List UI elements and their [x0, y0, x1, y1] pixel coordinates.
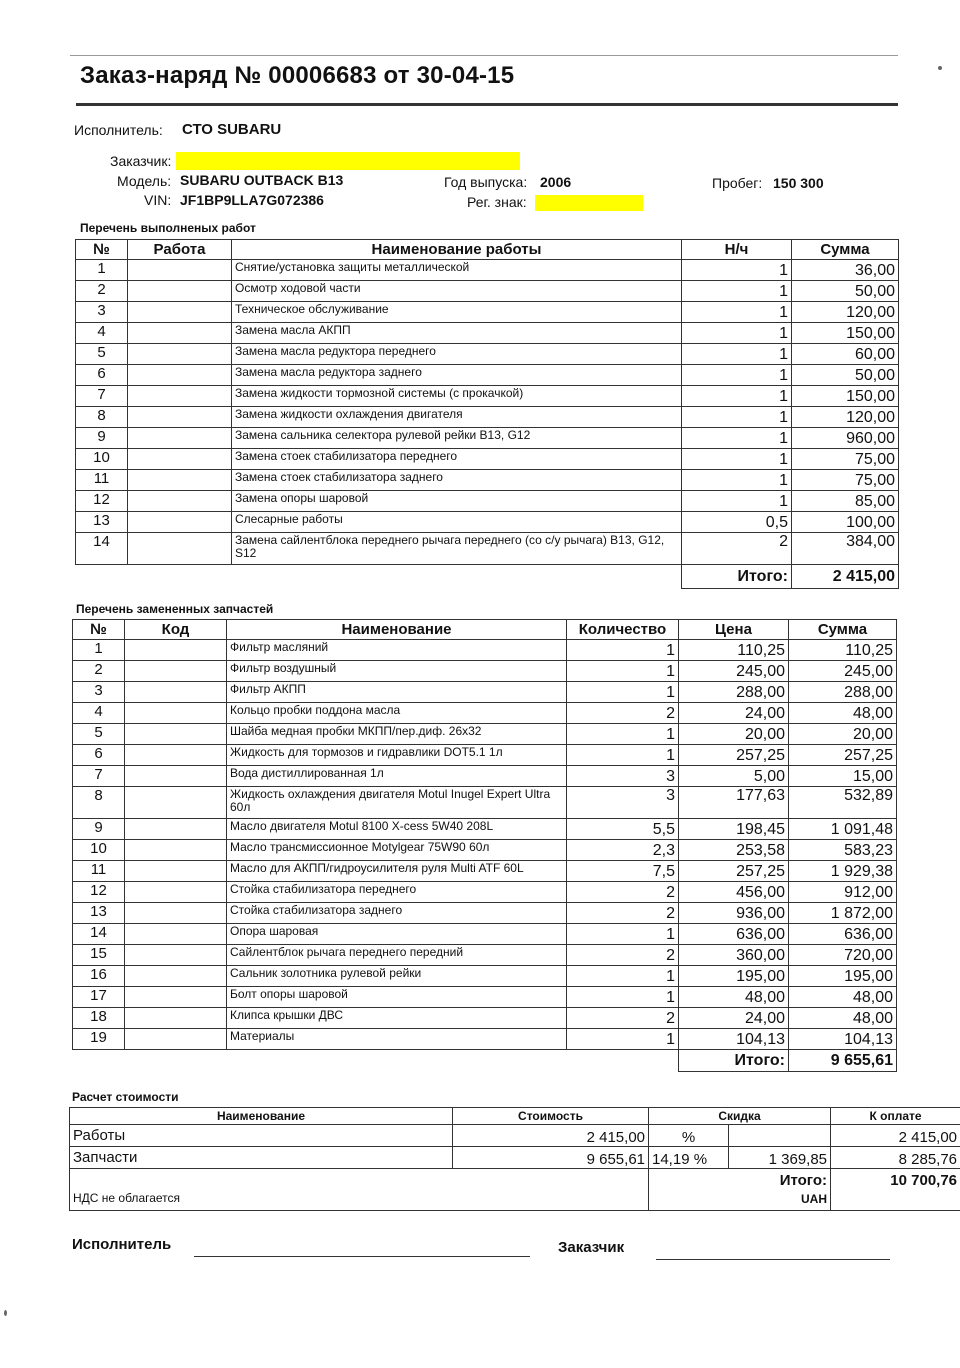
parts-row-name: Сальник золотника рулевой рейки [227, 966, 567, 987]
parts-row-name: Стойка стабилизатора переднего [227, 882, 567, 903]
parts-row-n: 3 [73, 682, 125, 703]
works-row-hours: 1 [682, 407, 792, 428]
parts-row-n: 6 [73, 745, 125, 766]
parts-row-price: 253,58 [679, 840, 789, 861]
parts-row-code [125, 924, 227, 945]
works-row-code [128, 449, 232, 470]
parts-row-qty: 2,3 [567, 840, 679, 861]
works-col-sum: Сумма [792, 240, 899, 260]
parts-row-code [125, 640, 227, 661]
works-total-row [76, 565, 899, 589]
parts-row-code [125, 819, 227, 840]
top-rule [70, 55, 898, 56]
vin-label: VIN: [144, 192, 172, 208]
cost-col-discount: Скидка [649, 1108, 831, 1125]
works-row-code [128, 512, 232, 533]
works-row [76, 428, 899, 449]
parts-row-price: 110,25 [679, 640, 789, 661]
works-row-sum: 150,00 [792, 386, 899, 407]
parts-row-code [125, 903, 227, 924]
parts-row-sum: 1 872,00 [789, 903, 897, 924]
parts-row-qty: 2 [567, 1008, 679, 1029]
parts-row-code [125, 882, 227, 903]
cost-row-cost: 9 655,61 [453, 1147, 649, 1169]
works-row-name: Техническое обслуживание [232, 302, 682, 323]
works-row-code [128, 470, 232, 491]
cost-total-label-cell [649, 1169, 831, 1211]
works-row-sum: 120,00 [792, 407, 899, 428]
parts-row-n: 4 [73, 703, 125, 724]
works-row [76, 407, 899, 428]
parts-row-price: 48,00 [679, 987, 789, 1008]
parts-row-name: Фильтр воздушный [227, 661, 567, 682]
cost-col-pay: К оплате [831, 1108, 960, 1125]
parts-row-sum: 532,89 [789, 787, 897, 819]
works-row-name: Замена жидкости охлаждения двигателя [232, 407, 682, 428]
parts-row-sum: 912,00 [789, 882, 897, 903]
parts-row-n: 12 [73, 882, 125, 903]
cost-row-name: Запчасти [70, 1147, 453, 1169]
works-row [76, 302, 899, 323]
model-label: Модель: [117, 173, 172, 189]
scan-speck [938, 66, 942, 70]
parts-row-code [125, 945, 227, 966]
cost-row-name: Работы [70, 1125, 453, 1147]
parts-row [73, 640, 897, 661]
works-row-hours: 1 [682, 323, 792, 344]
works-row-n: 10 [76, 449, 128, 470]
works-row-sum: 36,00 [792, 260, 899, 281]
parts-row-sum: 245,00 [789, 661, 897, 682]
works-row-code [128, 386, 232, 407]
works-row-sum: 384,00 [792, 533, 899, 565]
works-row-n: 13 [76, 512, 128, 533]
works-row-code [128, 260, 232, 281]
customer-label: Заказчик: [110, 153, 172, 169]
cost-total-row [70, 1169, 960, 1211]
parts-row-name: Кольцо пробки поддона масла [227, 703, 567, 724]
works-row-hours: 1 [682, 386, 792, 407]
mileage-value: 150 300 [773, 175, 824, 191]
works-row-hours: 1 [682, 302, 792, 323]
parts-row-name: Сайлентблок рычага переднего передний [227, 945, 567, 966]
works-row-sum: 75,00 [792, 449, 899, 470]
parts-row-name: Болт опоры шаровой [227, 987, 567, 1008]
works-row-name: Снятие/установка защиты металлической [232, 260, 682, 281]
parts-row-name: Жидкость для тормозов и гидравлики DOT5.1 1л [227, 745, 567, 766]
parts-row-qty: 2 [567, 945, 679, 966]
model-value: SUBARU OUTBACK B13 [180, 172, 344, 188]
works-row-sum: 50,00 [792, 365, 899, 386]
parts-row-code [125, 1029, 227, 1050]
parts-row-n: 10 [73, 840, 125, 861]
parts-row-price: 360,00 [679, 945, 789, 966]
parts-row-qty: 2 [567, 882, 679, 903]
works-row [76, 323, 899, 344]
works-table [75, 239, 899, 589]
parts-row-qty: 2 [567, 903, 679, 924]
works-section-title: Перечень выполненых работ [80, 221, 256, 235]
parts-col-name: Наименование [227, 620, 567, 640]
parts-row-sum: 195,00 [789, 966, 897, 987]
works-row-name: Замена масла редуктора переднего [232, 344, 682, 365]
works-row-sum: 50,00 [792, 281, 899, 302]
parts-row-sum: 48,00 [789, 987, 897, 1008]
parts-row-price: 936,00 [679, 903, 789, 924]
document-title: Заказ-наряд № 00006683 от 30-04-15 [80, 62, 515, 89]
works-row-code [128, 407, 232, 428]
parts-row-qty: 1 [567, 1029, 679, 1050]
parts-row-code [125, 703, 227, 724]
cost-section-title: Расчет стоимости [72, 1090, 179, 1104]
works-row [76, 260, 899, 281]
parts-row-price: 636,00 [679, 924, 789, 945]
parts-row-n: 1 [73, 640, 125, 661]
works-col-n: № [76, 240, 128, 260]
works-row [76, 365, 899, 386]
parts-row-code [125, 987, 227, 1008]
parts-row-n: 13 [73, 903, 125, 924]
signature-customer-line [656, 1259, 890, 1260]
parts-row-sum: 720,00 [789, 945, 897, 966]
works-row [76, 512, 899, 533]
parts-row-sum: 1 091,48 [789, 819, 897, 840]
cost-header-row [70, 1108, 960, 1125]
parts-row-n: 2 [73, 661, 125, 682]
parts-row-name: Шайба медная пробки МКПП/пер.диф. 26х32 [227, 724, 567, 745]
parts-row-price: 257,25 [679, 745, 789, 766]
works-total-spacer [76, 565, 682, 589]
parts-row-n: 5 [73, 724, 125, 745]
cost-total-value: 10 700,76 [831, 1169, 960, 1211]
parts-row-price: 288,00 [679, 682, 789, 703]
works-row-n: 4 [76, 323, 128, 344]
works-row-code [128, 323, 232, 344]
parts-row-sum: 110,25 [789, 640, 897, 661]
works-row-code [128, 302, 232, 323]
parts-row-price: 257,25 [679, 861, 789, 882]
works-row-name: Замена масла редуктора заднего [232, 365, 682, 386]
parts-row-name: Масло двигателя Motul 8100 X-cess 5W40 208L [227, 819, 567, 840]
works-row [76, 491, 899, 512]
parts-row-qty: 1 [567, 682, 679, 703]
parts-total-value: 9 655,61 [789, 1050, 897, 1072]
works-row-name: Осмотр ходовой части [232, 281, 682, 302]
works-row-sum: 60,00 [792, 344, 899, 365]
parts-row-sum: 48,00 [789, 703, 897, 724]
works-row [76, 344, 899, 365]
parts-row [73, 903, 897, 924]
works-row-name: Слесарные работы [232, 512, 682, 533]
parts-col-n: № [73, 620, 125, 640]
parts-row [73, 1029, 897, 1050]
parts-row [73, 682, 897, 703]
parts-row-code [125, 1008, 227, 1029]
parts-row-price: 245,00 [679, 661, 789, 682]
parts-row-sum: 257,25 [789, 745, 897, 766]
works-row-hours: 0,5 [682, 512, 792, 533]
cost-row-pay: 8 285,76 [831, 1147, 960, 1169]
works-row-n: 11 [76, 470, 128, 491]
parts-row [73, 1008, 897, 1029]
works-row-code [128, 428, 232, 449]
cost-row-parts [70, 1147, 960, 1169]
works-row-hours: 1 [682, 491, 792, 512]
works-row [76, 386, 899, 407]
reg-redaction [535, 195, 643, 211]
parts-row-n: 8 [73, 787, 125, 819]
parts-row-code [125, 661, 227, 682]
parts-row-n: 15 [73, 945, 125, 966]
parts-row-code [125, 745, 227, 766]
works-row-name: Замена опоры шаровой [232, 491, 682, 512]
parts-row-price: 456,00 [679, 882, 789, 903]
parts-row [73, 703, 897, 724]
parts-row-name: Вода дистиллированная 1л [227, 766, 567, 787]
works-row-n: 14 [76, 533, 128, 565]
executor-value: СТО SUBARU [182, 121, 282, 138]
works-row-hours: 1 [682, 428, 792, 449]
works-row-hours: 1 [682, 470, 792, 491]
mileage-label: Пробег: [712, 175, 763, 191]
parts-row-name: Опора шаровая [227, 924, 567, 945]
parts-row [73, 882, 897, 903]
parts-col-qty: Количество [567, 620, 679, 640]
parts-row-name: Клипса крышки ДВС [227, 1008, 567, 1029]
cost-col-cost: Стоимость [453, 1108, 649, 1125]
parts-col-sum: Сумма [789, 620, 897, 640]
works-row-n: 3 [76, 302, 128, 323]
works-row-sum: 75,00 [792, 470, 899, 491]
parts-row-n: 17 [73, 987, 125, 1008]
year-value: 2006 [540, 174, 572, 190]
works-row-n: 6 [76, 365, 128, 386]
signature-customer-label: Заказчик [558, 1239, 625, 1256]
works-row-n: 7 [76, 386, 128, 407]
parts-row-sum: 104,13 [789, 1029, 897, 1050]
parts-row [73, 766, 897, 787]
works-row-n: 8 [76, 407, 128, 428]
parts-row [73, 745, 897, 766]
parts-table [72, 619, 897, 1072]
works-header-row [76, 240, 899, 260]
works-total-value: 2 415,00 [792, 565, 899, 589]
parts-row [73, 787, 897, 819]
parts-row-n: 7 [73, 766, 125, 787]
parts-row-code [125, 724, 227, 745]
works-row-hours: 1 [682, 281, 792, 302]
works-row-sum: 120,00 [792, 302, 899, 323]
cost-currency: UAH [801, 1192, 828, 1206]
works-row-name: Замена масла АКПП [232, 323, 682, 344]
parts-col-price: Цена [679, 620, 789, 640]
works-row-n: 2 [76, 281, 128, 302]
parts-row-qty: 2 [567, 703, 679, 724]
parts-row-code [125, 766, 227, 787]
parts-row-code [125, 861, 227, 882]
works-col-hours: Н/ч [682, 240, 792, 260]
vin-value: JF1BP9LLA7G072386 [180, 192, 324, 208]
parts-row [73, 819, 897, 840]
parts-row-qty: 7,5 [567, 861, 679, 882]
parts-row-price: 104,13 [679, 1029, 789, 1050]
works-row [76, 533, 899, 565]
parts-row-code [125, 840, 227, 861]
works-row-sum: 960,00 [792, 428, 899, 449]
parts-row-n: 11 [73, 861, 125, 882]
parts-row [73, 840, 897, 861]
parts-row [73, 966, 897, 987]
works-row-hours: 1 [682, 365, 792, 386]
parts-row [73, 987, 897, 1008]
parts-row-sum: 20,00 [789, 724, 897, 745]
parts-row-name: Фильтр АКПП [227, 682, 567, 703]
works-row-code [128, 281, 232, 302]
parts-row [73, 661, 897, 682]
parts-row-qty: 5,5 [567, 819, 679, 840]
parts-row-sum: 288,00 [789, 682, 897, 703]
parts-section-title: Перечень замененных запчастей [76, 602, 274, 616]
parts-row-sum: 636,00 [789, 924, 897, 945]
parts-total-spacer [73, 1050, 679, 1072]
cost-col-name: Наименование [70, 1108, 453, 1125]
works-row [76, 449, 899, 470]
parts-row-name: Материалы [227, 1029, 567, 1050]
parts-row-qty: 3 [567, 766, 679, 787]
parts-row-sum: 15,00 [789, 766, 897, 787]
parts-row-price: 177,63 [679, 787, 789, 819]
parts-row-name: Масло трансмиссионное Motylgear 75W90 60л [227, 840, 567, 861]
cost-row-disc-sum [729, 1125, 831, 1147]
works-row-n: 12 [76, 491, 128, 512]
cost-row-cost: 2 415,00 [453, 1125, 649, 1147]
works-row-code [128, 365, 232, 386]
parts-row-code [125, 966, 227, 987]
executor-label: Исполнитель: [74, 122, 163, 138]
parts-row-qty: 1 [567, 661, 679, 682]
parts-row-qty: 1 [567, 924, 679, 945]
works-row-n: 1 [76, 260, 128, 281]
parts-row-qty: 1 [567, 987, 679, 1008]
parts-row-sum: 583,23 [789, 840, 897, 861]
works-row-name: Замена жидкости тормозной системы (с прокачкой) [232, 386, 682, 407]
works-row-code [128, 344, 232, 365]
parts-row-qty: 1 [567, 640, 679, 661]
parts-row-qty: 3 [567, 787, 679, 819]
parts-row-code [125, 787, 227, 819]
parts-row-name: Жидкость охлаждения двигателя Motul Inugel Expert Ultra 60л [227, 787, 567, 819]
cost-table [69, 1107, 960, 1211]
parts-row-n: 19 [73, 1029, 125, 1050]
cost-row-pay: 2 415,00 [831, 1125, 960, 1147]
title-underline [76, 103, 898, 106]
scan-speck [4, 1310, 7, 1316]
works-row [76, 281, 899, 302]
works-row-name: Замена стоек стабилизатора переднего [232, 449, 682, 470]
cost-total-label: Итого: [779, 1172, 828, 1189]
parts-row [73, 924, 897, 945]
parts-row-code [125, 682, 227, 703]
cost-row-disc-pct: 14,19 % [649, 1147, 729, 1169]
works-row-sum: 100,00 [792, 512, 899, 533]
works-row-hours: 2 [682, 533, 792, 565]
parts-row [73, 861, 897, 882]
parts-row-price: 20,00 [679, 724, 789, 745]
parts-row-n: 18 [73, 1008, 125, 1029]
parts-row-qty: 1 [567, 724, 679, 745]
parts-row [73, 945, 897, 966]
works-row-n: 5 [76, 344, 128, 365]
works-row-hours: 1 [682, 344, 792, 365]
works-row-sum: 85,00 [792, 491, 899, 512]
works-row-code [128, 533, 232, 565]
parts-row-name: Фильтр масляний [227, 640, 567, 661]
parts-row-price: 195,00 [679, 966, 789, 987]
parts-row-price: 24,00 [679, 1008, 789, 1029]
parts-row-sum: 1 929,38 [789, 861, 897, 882]
parts-row-qty: 1 [567, 966, 679, 987]
works-total-label: Итого: [682, 565, 792, 589]
works-row-code [128, 491, 232, 512]
parts-row-price: 198,45 [679, 819, 789, 840]
cost-row-disc-sum: 1 369,85 [729, 1147, 831, 1169]
parts-row-name: Стойка стабилизатора заднего [227, 903, 567, 924]
parts-col-code: Код [125, 620, 227, 640]
works-col-name: Наименование работы [232, 240, 682, 260]
parts-row-n: 9 [73, 819, 125, 840]
parts-row-name: Масло для АКПП/гидроусилителя руля Multi ATF 60L [227, 861, 567, 882]
works-row [76, 470, 899, 491]
parts-row-qty: 1 [567, 745, 679, 766]
vat-note: НДС не облагается [70, 1169, 649, 1211]
works-row-name: Замена сайлентблока переднего рычага переднего (со с/у рычага) B13, G12, S12 [232, 533, 682, 565]
cost-row-disc-pct: % [649, 1125, 729, 1147]
cost-row-works [70, 1125, 960, 1147]
parts-row-n: 14 [73, 924, 125, 945]
parts-row-n: 16 [73, 966, 125, 987]
works-row-name: Замена стоек стабилизатора заднего [232, 470, 682, 491]
parts-total-row [73, 1050, 897, 1072]
parts-total-label: Итого: [679, 1050, 789, 1072]
parts-row-price: 5,00 [679, 766, 789, 787]
works-row-sum: 150,00 [792, 323, 899, 344]
works-row-hours: 1 [682, 449, 792, 470]
works-row-name: Замена сальника селектора рулевой рейки B13, G12 [232, 428, 682, 449]
works-row-hours: 1 [682, 260, 792, 281]
parts-row-sum: 48,00 [789, 1008, 897, 1029]
parts-row [73, 724, 897, 745]
signature-executor-line [194, 1256, 530, 1257]
parts-header-row [73, 620, 897, 640]
works-col-code: Работа [128, 240, 232, 260]
parts-row-price: 24,00 [679, 703, 789, 724]
signature-executor-label: Исполнитель [72, 1236, 172, 1253]
works-row-n: 9 [76, 428, 128, 449]
customer-redaction [176, 152, 520, 170]
year-label: Год выпуска: [444, 174, 528, 190]
reg-label: Рег. знак: [467, 194, 527, 210]
